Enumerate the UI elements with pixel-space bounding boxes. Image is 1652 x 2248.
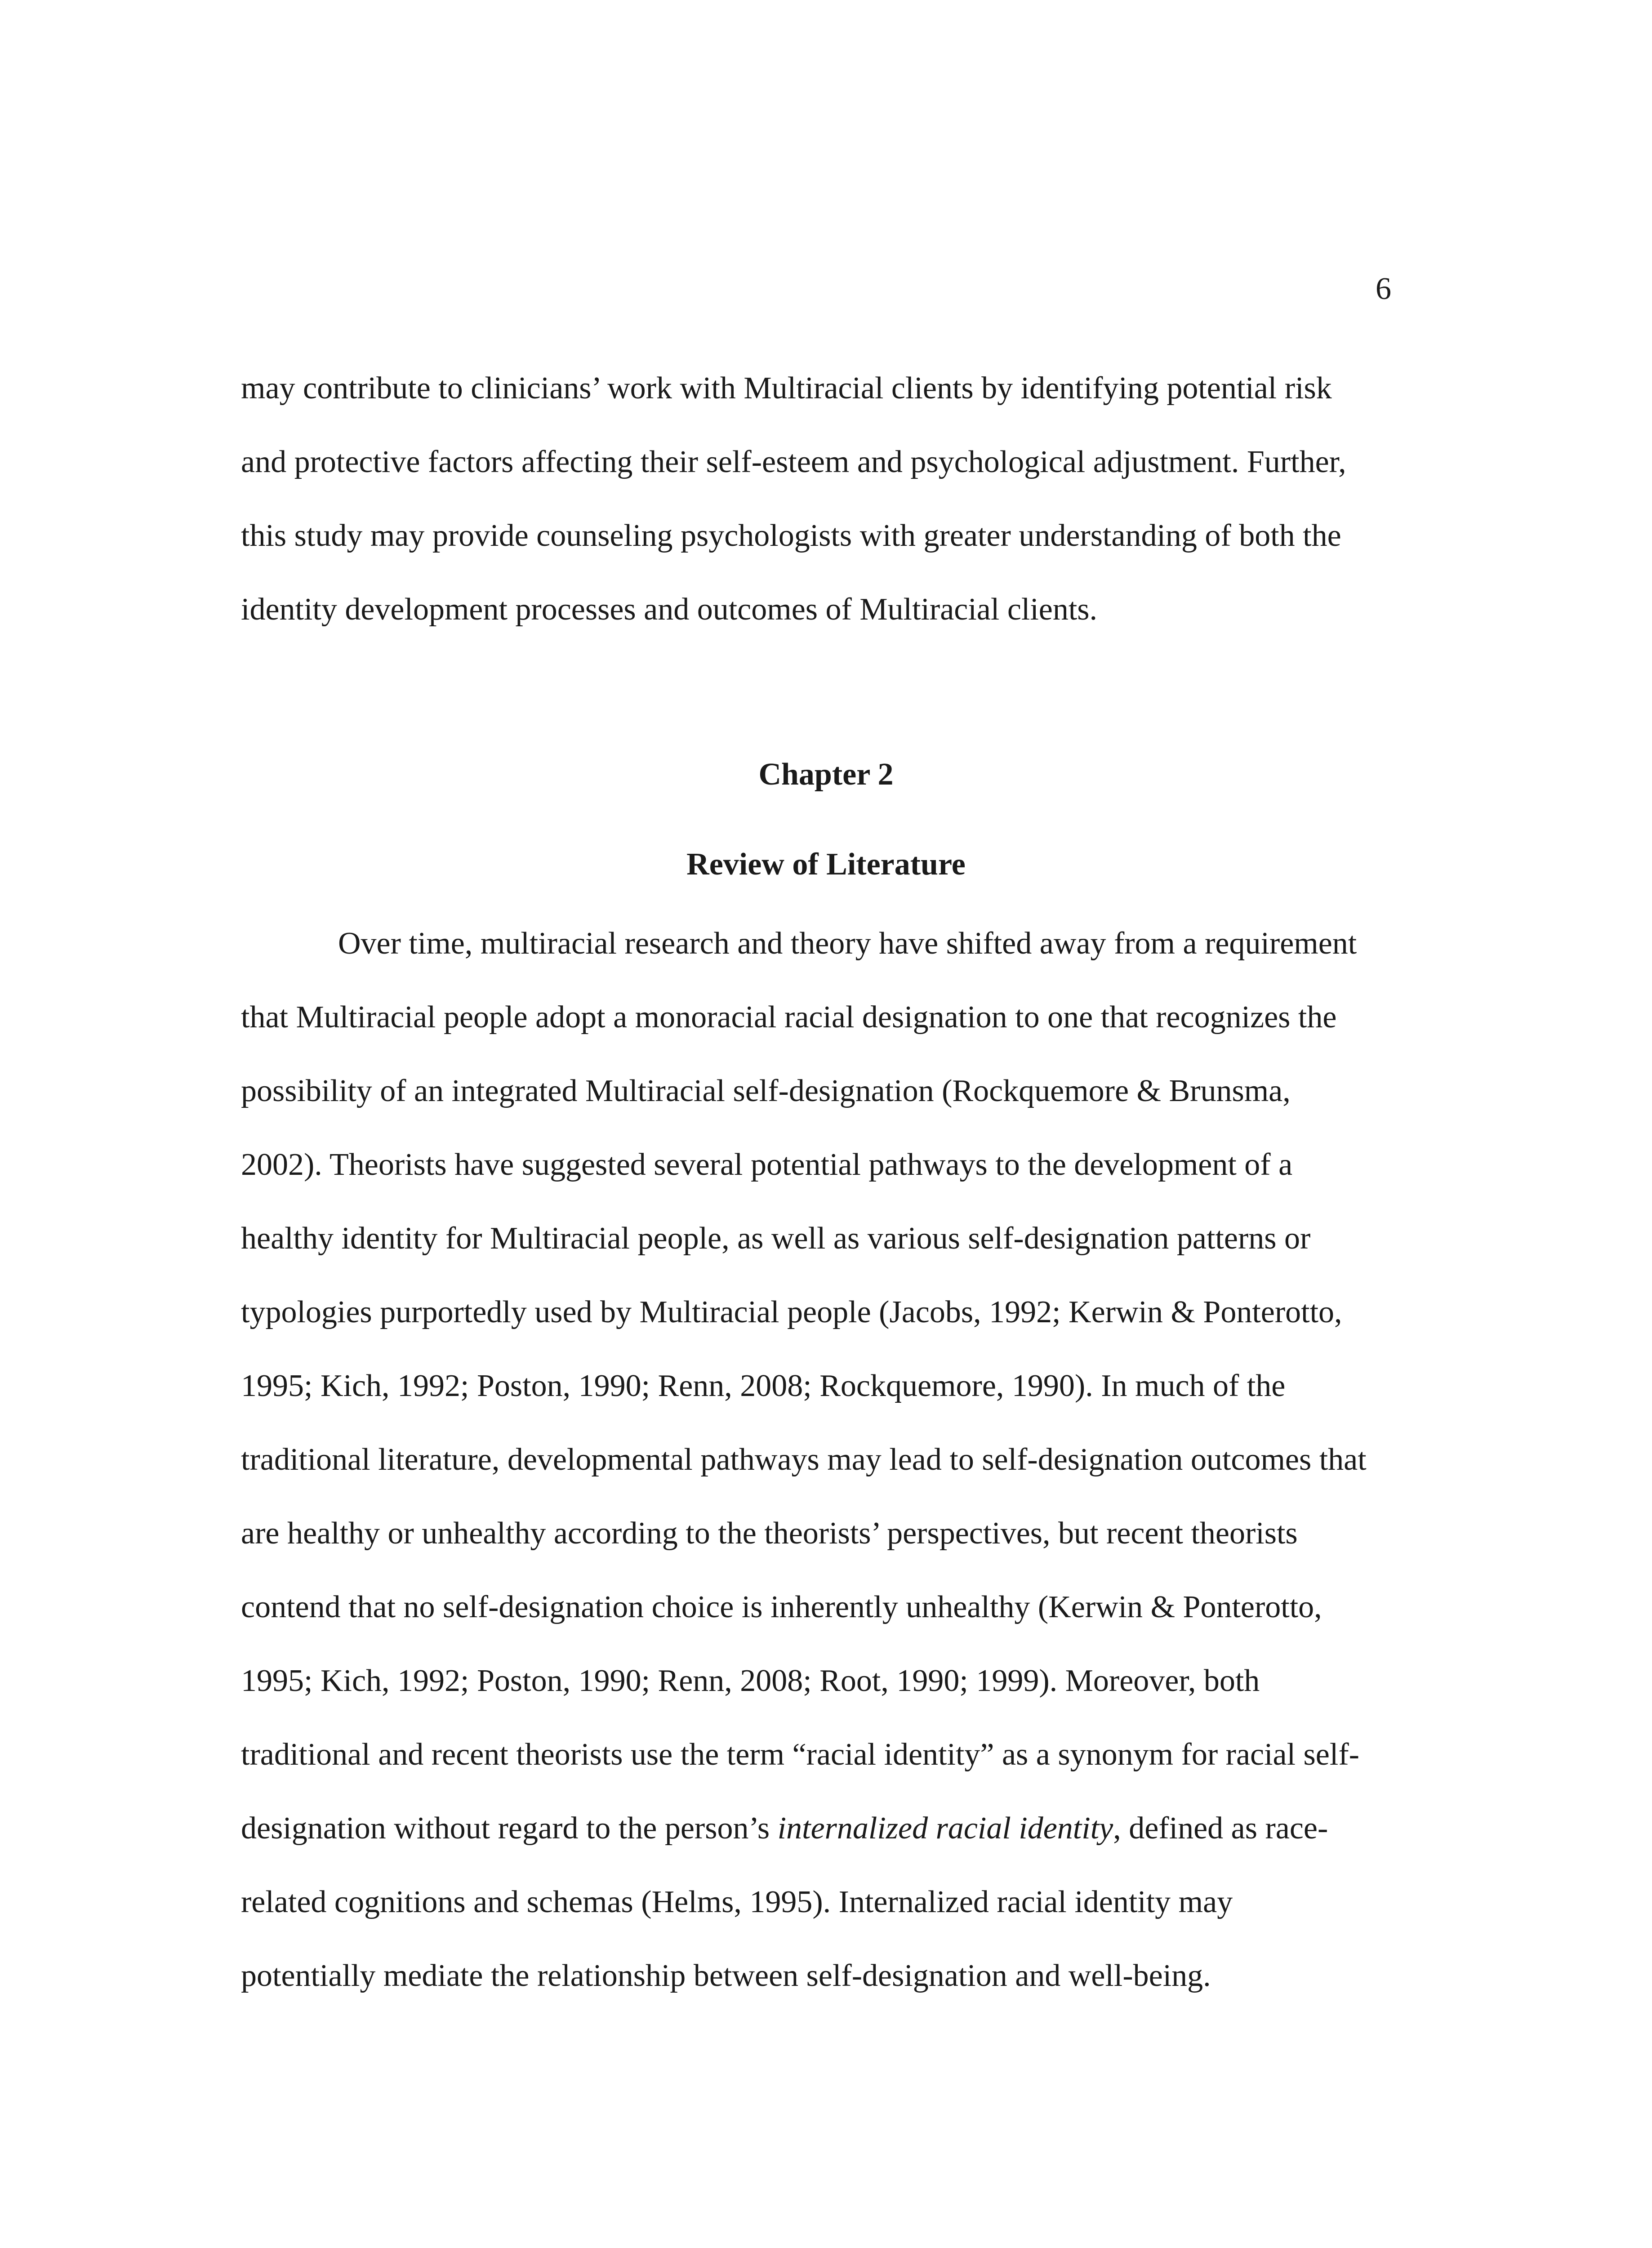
page-number: 6: [1376, 272, 1391, 306]
text-line: and protective factors affecting their self-esteem and psychological adjustment. Further,: [241, 445, 1346, 479]
text-line: 1995; Kich, 1992; Poston, 1990; Renn, 2008; Root, 1990; 1999). Moreover, both: [241, 1664, 1260, 1698]
chapter-number-heading: Chapter 2: [758, 757, 894, 792]
text-line: contend that no self-designation choice is inherently unhealthy (Kerwin & Ponterotto,: [241, 1590, 1322, 1624]
text-line: are healthy or unhealthy according to the theorists’ perspectives, but recent theorists: [241, 1516, 1298, 1551]
review-paragraph: [241, 907, 1393, 2013]
text-segment: , defined as race-: [1113, 1811, 1328, 1846]
intro-paragraph: [241, 352, 1393, 647]
text-line: 2002). Theorists have suggested several potential pathways to the development of a: [241, 1147, 1293, 1182]
text-line: that Multiracial people adopt a monoracial racial designation to one that recognizes the: [241, 1000, 1337, 1035]
text-line: typologies purportedly used by Multiracial people (Jacobs, 1992; Kerwin & Ponterotto,: [241, 1295, 1342, 1329]
text-line: healthy identity for Multiracial people, as well as various self-designation patterns or: [241, 1221, 1311, 1256]
text-line: may contribute to clinicians’ work with Multiracial clients by identifying potential risk: [241, 371, 1332, 406]
text-line: traditional literature, developmental pathways may lead to self-designation outcomes that: [241, 1442, 1367, 1477]
chapter-title-heading: Review of Literature: [686, 847, 966, 882]
text-line: Over time, multiracial research and theory have shifted away from a requirement: [338, 926, 1357, 961]
italic-term: internalized racial identity: [777, 1811, 1113, 1846]
text-line: [241, 1792, 1393, 1865]
text-line: identity development processes and outcomes of Multiracial clients.: [241, 592, 1098, 627]
text-line: 1995; Kich, 1992; Poston, 1990; Renn, 2008; Rockquemore, 1990). In much of the: [241, 1369, 1286, 1403]
text-line: this study may provide counseling psychologists with greater understanding of both the: [241, 518, 1341, 553]
text-line: traditional and recent theorists use the term “racial identity” as a synonym for racial self-: [241, 1737, 1359, 1772]
text-line: potentially mediate the relationship between self-designation and well-being.: [241, 1958, 1211, 1993]
text-segment: designation without regard to the person’s: [241, 1811, 778, 1846]
text-line: possibility of an integrated Multiracial self-designation (Rockquemore & Brunsma,: [241, 1074, 1291, 1108]
text-line: related cognitions and schemas (Helms, 1995). Internalized racial identity may: [241, 1885, 1233, 1919]
